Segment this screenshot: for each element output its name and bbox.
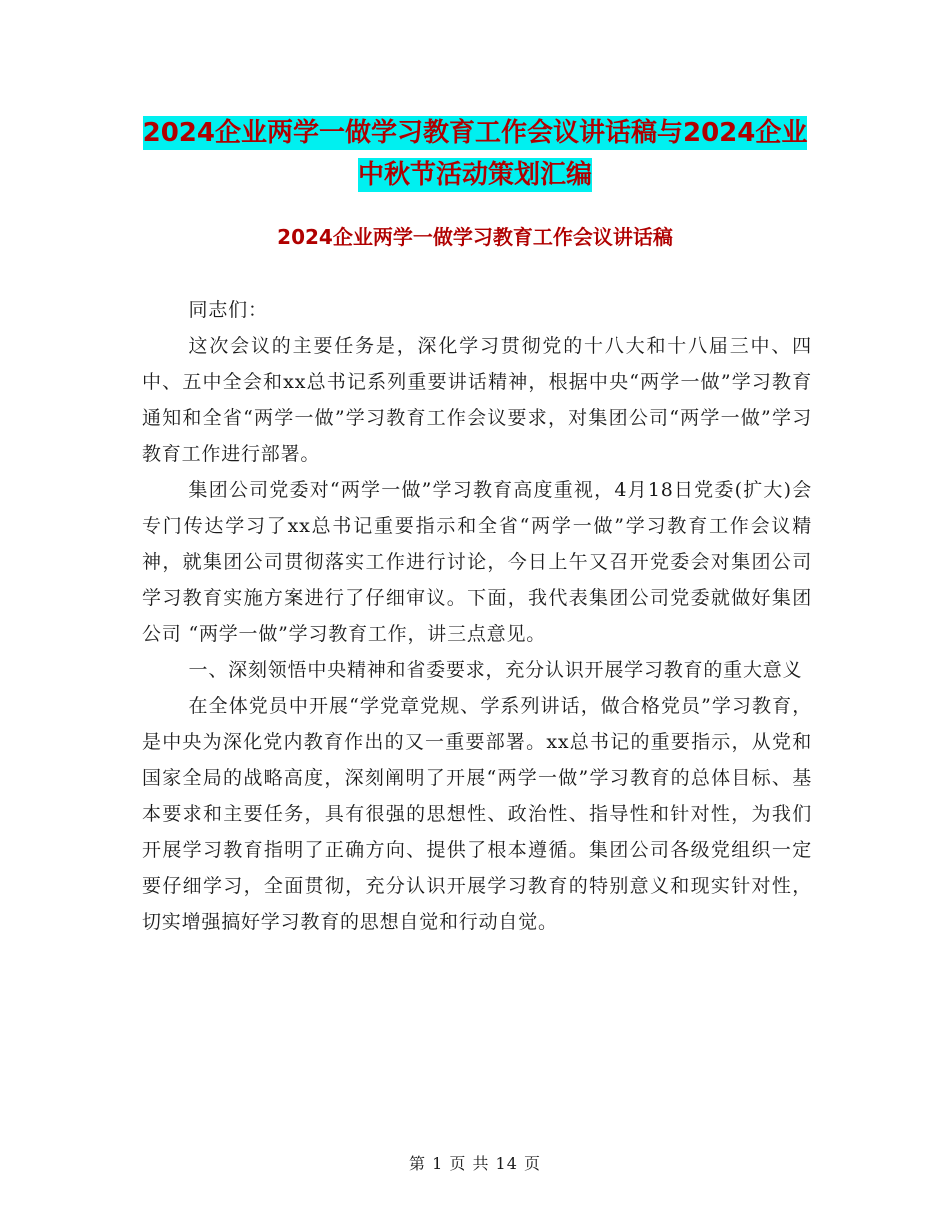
- document-title-text: 2024企业两学一做学习教育工作会议讲话稿与2024企业中秋节活动策划汇编: [142, 118, 808, 190]
- paragraph: 这次会议的主要任务是，深化学习贯彻党的十八大和十八届三中、四中、五中全会和xx总书记系列重要讲话精神，根据中央“两学一做”学习教育通知和全省“两学一做”学习教育工作会议要求，对集团公司“两学一做”学习教育工作进行部署。: [142, 335, 812, 465]
- paragraph: 集团公司党委对“两学一做”学习教育高度重视，4月18日党委(扩大)会专门传达学习了xx总书记重要指示和全省“两学一做”学习教育工作会议精神，就集团公司贯彻落实工作进行讨论，今日上午又召开党委会对集团公司学习教育实施方案进行了仔细审议。下面，我代表集团公司党委就做好集团公司 “两学一做”学习教育工作，讲三点意见。: [142, 479, 812, 645]
- paragraph-heading: 一、深刻领悟中央精神和省委要求，充分认识开展学习教育的重大意义: [188, 659, 803, 681]
- paragraph-salutation: 同志们：: [188, 299, 268, 321]
- document-body: [142, 292, 812, 940]
- paragraph: 在全体党员中开展“学党章党规、学系列讲话，做合格党员”学习教育，是中央为深化党内教育作出的又一重要部署。xx总书记的重要指示，从党和国家全局的战略高度，深刻阐明了开展“两学一做”学习教育的总体目标、基本要求和主要任务，具有很强的思想性、政治性、指导性和针对性，为我们开展学习教育指明了正确方向、提供了根本遵循。集团公司各级党组织一定要仔细学习，全面贯彻，充分认识开展学习教育的特别意义和现实针对性，切实增强搞好学习教育的思想自觉和行动自觉。: [142, 695, 812, 933]
- section-title: 2024企业两学一做学习教育工作会议讲话稿: [277, 225, 673, 249]
- page-number-footer: 第 1 页 共 14 页: [409, 1154, 541, 1173]
- document-title: [140, 112, 810, 196]
